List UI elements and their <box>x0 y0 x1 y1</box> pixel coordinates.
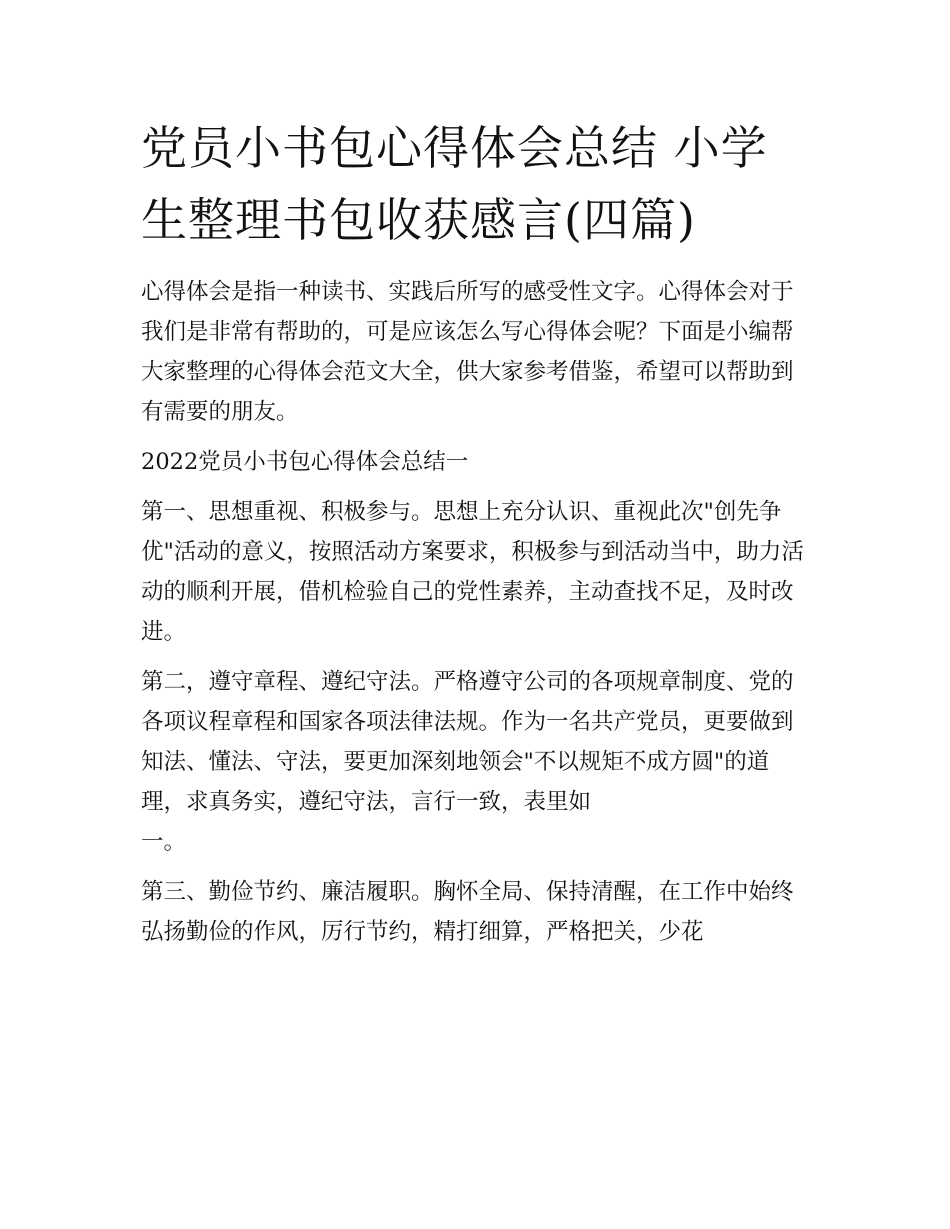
section-heading: 2022党员小书包心得体会总结一 <box>141 449 469 475</box>
paragraph-3: 第三、勤俭节约、廉洁履职。胸怀全局、保持清醒，在工作中始终弘扬勤俭的作风，厉行节约，精打细算，严格把关，少花 <box>141 879 794 945</box>
paragraph-1: 第一、思想重视、积极参与。思想上充分认识、重视此次"创先争优"活动的意义，按照活动方案要求，积极参与到活动当中，助力活动的顺利开展，借机检验自己的党性素养，主动查找不足，及时改进。 <box>141 499 804 645</box>
paragraph-2: 第二，遵守章程、遵纪守法。严格遵守公司的各项规章制度、党的各项议程章程和国家各项法律法规。作为一名共产党员，更要做到知法、懂法、守法，要更加深刻地领会"不以规矩不成方圆"的道理，求真务实，遵纪守法，言行一致，表里如 <box>141 669 794 815</box>
intro-paragraph: 心得体会是指一种读书、实践后所写的感受性文字。心得体会对于我们是非常有帮助的，可是应该怎么写心得体会呢？下面是小编帮大家整理的心得体会范文大全，供大家参考借鉴，希望可以帮助到有需要的朋友。 <box>141 279 794 425</box>
paragraph-2-continuation: 一。 <box>141 829 187 855</box>
document-body <box>141 272 813 952</box>
document-page <box>141 112 813 962</box>
document-title: 党员小书包心得体会总结 小学生整理书包收获感言(四篇) <box>141 121 768 247</box>
